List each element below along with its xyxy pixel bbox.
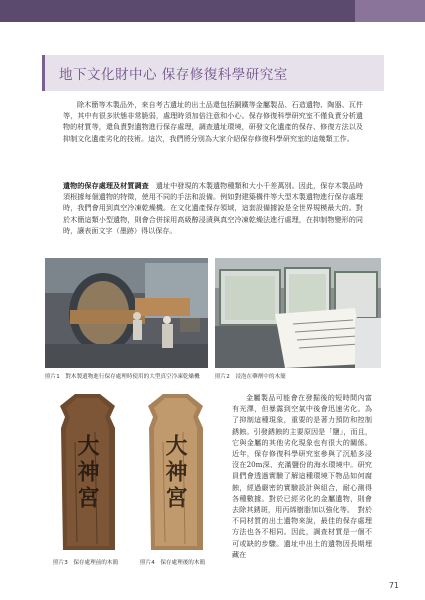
header-tab <box>355 0 425 22</box>
slip-before-inscription: 大神宮 <box>74 434 100 512</box>
caption-photo4: 照片4 保存處理後的木簡 <box>140 560 206 566</box>
page-number: 71 <box>388 581 399 590</box>
photo2-chemical-bath <box>215 258 381 368</box>
photo4-slip-after <box>143 392 208 554</box>
caption-photo3: 照片3 保存處理前的木簡 <box>53 560 119 566</box>
page-title: 地下文化財中心 保存修復科學研究室 <box>59 67 288 83</box>
caption-photo1: 照片1 對木製遺物進行保存處理時使用的大型真空冷凍乾燥機 <box>45 374 200 380</box>
section-title-box <box>42 55 384 91</box>
section2-body: 遺址中發現的木製遺物種類和大小千差萬別。因此，保存木製品時須根據每個遺物的特徵，使用不同的手法和設備。例如對建築構件等大型木製遺物進行保存處理時，我們會用到真空冷凍乾燥機。在文化遺產保存領域，這套設備據說是全世界規模最大的。對於木簡這類小型遺物，則會合併採用高級醇浸漬與真空冷凍乾燥法進行處理，在抑制物變形的同時，讓表面文字（墨跡）得以保存。 <box>63 181 364 235</box>
header-band <box>0 0 425 22</box>
slip-after-inscription: 大神宮 <box>162 434 188 512</box>
freeze-dryer-illustration <box>45 258 208 368</box>
metal-section-paragraph: 金屬製品可能會在發掘後的短時間內富有光澤，但暴露到空氣中後會迅速劣化。為了抑制這種現象，重要的是著力預防和控制銹蝕。引發銹蝕的主要原因是「鹽」，而且，它與金屬的其他劣化現象也有很大的關係。近年，保存修復科學研究室參與了沉船多浸沒在20m深、充滿鹽份的海水環境中。研究員們會透過實驗了解這種環境下物品如何腐蝕，經過嚴密的實驗設計與組合，耐心測得各種數據。對於已經劣化的金屬遺物，則會去除其銹斑，用丙烯樹脂加以強化等。 對於不同材質的出土遺物來說，最佳的保存處理方法也各不相同。因此，調查材質是一個不可或缺的步驟。遺址中出土的遺物因長期埋藏在 <box>232 393 372 559</box>
chemical-bath-illustration <box>215 258 381 368</box>
intro-paragraph: 除木簡等木製品外，來自考古遺址的出土品還包括銅鐵等金屬製品、石造遺物、陶器、瓦件等，其中有很多狀態非常脆弱，處理時須加倍注意和小心。保存修復科學研究室不僅負責分析遺物的材質等，還負責對遺物進行保存處理，調查遺址環境，研發文化遺產的保存、修復方法以及抑制文化遺產劣化的技術。這次，我們將分別為大家介紹保存修復科學研究室的這幾類工作。 <box>63 100 363 143</box>
caption-photo2: 照片2 浸泡在藥劑中的木簡 <box>215 374 286 380</box>
photo1-freeze-dryer <box>45 258 208 368</box>
photo3-slip-before <box>55 392 120 554</box>
section2-paragraph <box>63 180 363 236</box>
section2-heading: 遺物的保存處理及材質調查 <box>63 181 149 190</box>
